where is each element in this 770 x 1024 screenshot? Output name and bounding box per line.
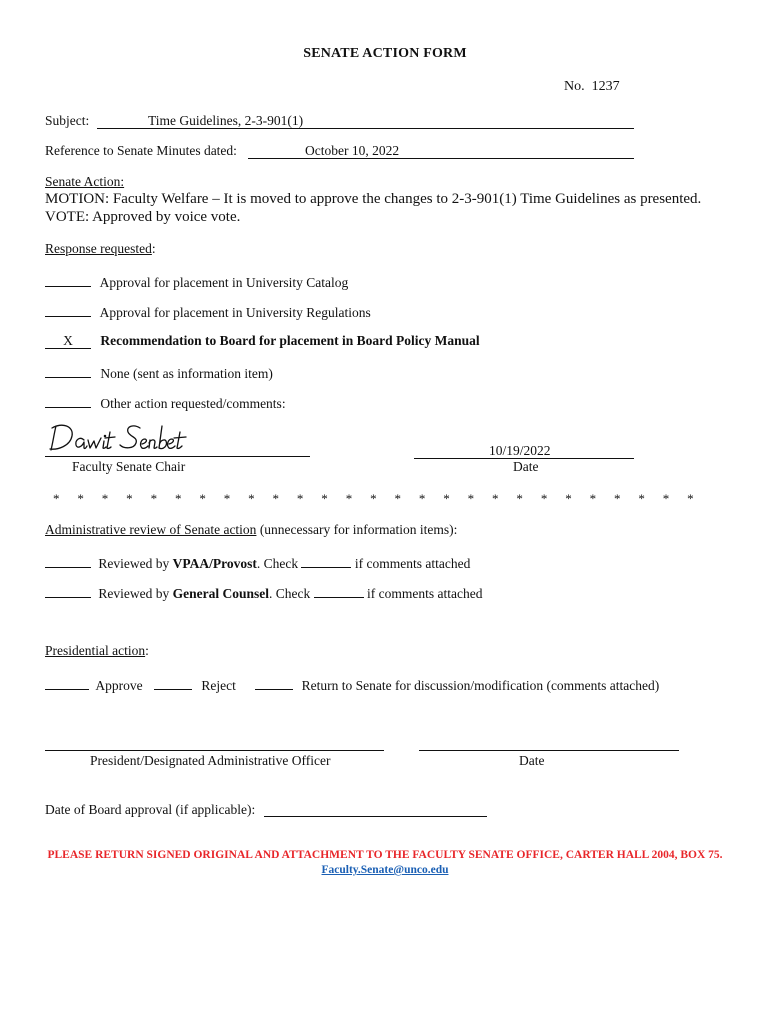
response-option — [45, 363, 273, 382]
signer-label: Faculty Senate Chair — [72, 459, 186, 474]
subject-label: Subject: — [45, 113, 90, 128]
presidential-options — [45, 675, 659, 694]
comments-checkbox[interactable] — [301, 553, 351, 568]
presidential-heading: Presidential action — [45, 643, 146, 658]
option-label: None (sent as information item) — [100, 366, 273, 381]
review-checkbox[interactable] — [45, 583, 91, 598]
option-checkbox[interactable] — [45, 272, 91, 287]
option-label: Other action requested/comments: — [100, 396, 286, 411]
response-heading-suffix: : — [151, 241, 156, 256]
review-after: if comments attached — [366, 586, 483, 601]
senate-email-link[interactable]: Faculty.Senate@unco.edu — [321, 864, 449, 876]
reference-field — [248, 143, 634, 159]
option-checkbox[interactable] — [45, 363, 91, 378]
option-checkbox[interactable] — [45, 302, 91, 317]
subject-row — [45, 113, 89, 129]
review-role: VPAA/Provost — [172, 556, 257, 571]
approve-label: Approve — [95, 678, 143, 693]
option-label: Recommendation to Board for placement in Board Policy Manual — [100, 333, 480, 348]
handwritten-signature — [48, 420, 198, 458]
presidential-heading-suffix: : — [145, 643, 149, 658]
senate-action-heading: Senate Action: — [45, 174, 125, 189]
form-number-value: 1237 — [591, 79, 620, 94]
form-number — [564, 79, 620, 95]
option-checkbox[interactable]: X — [45, 334, 91, 349]
vote-text: VOTE: Approved by voice vote. — [45, 209, 241, 225]
reject-checkbox[interactable] — [154, 675, 192, 690]
signature-date-value: 10/19/2022 — [489, 443, 551, 458]
signature-date-field — [414, 443, 634, 459]
response-option — [45, 393, 286, 412]
return-notice: PLEASE RETURN SIGNED ORIGINAL AND ATTACHMENT TO THE FACULTY SENATE OFFICE, CARTER HALL 2004, BOX 75. — [47, 849, 723, 861]
comments-checkbox[interactable] — [314, 583, 364, 598]
option-label: Approval for placement in University Regulations — [99, 305, 371, 320]
return-label: Return to Senate for discussion/modification (comments attached) — [301, 678, 660, 693]
signature-line — [45, 456, 310, 457]
review-checkbox[interactable] — [45, 553, 91, 568]
response-heading-row — [45, 241, 156, 257]
officer-date-line — [419, 750, 679, 751]
return-checkbox[interactable] — [255, 675, 293, 690]
option-checkbox[interactable] — [45, 393, 91, 408]
admin-review-heading: Administrative review of Senate action — [45, 522, 257, 537]
star-separator: * * * * * * * * * * * * * * * * * * * * * * * * * * * — [53, 491, 694, 506]
review-prefix: Reviewed by — [98, 586, 173, 601]
officer-date-label: Date — [519, 753, 545, 768]
review-prefix: Reviewed by — [98, 556, 173, 571]
admin-review-row — [45, 553, 470, 572]
form-number-label: No. — [564, 79, 585, 94]
form-title: SENATE ACTION FORM — [303, 46, 467, 61]
admin-review-row — [45, 583, 482, 602]
approve-checkbox[interactable] — [45, 675, 89, 690]
signature-date-label: Date — [513, 459, 539, 474]
response-heading: Response requested — [45, 241, 152, 256]
officer-label: President/Designated Administrative Officer — [90, 753, 331, 768]
reference-value: October 10, 2022 — [305, 143, 400, 158]
reference-label: Reference to Senate Minutes dated: — [45, 143, 237, 158]
response-option — [45, 333, 480, 349]
admin-review-note: (unnecessary for information items): — [256, 522, 458, 537]
response-option — [45, 272, 348, 291]
review-after: if comments attached — [354, 556, 471, 571]
review-role: General Counsel — [172, 586, 269, 601]
admin-review-heading-row — [45, 522, 457, 538]
motion-text: MOTION: Faculty Welfare – It is moved to approve the changes to 2-3-901(1) Time Guidelines as presented. — [45, 191, 702, 207]
subject-value: Time Guidelines, 2-3-901(1) — [148, 113, 304, 128]
officer-signature-line — [45, 750, 384, 751]
option-label: Approval for placement in University Catalog — [99, 275, 349, 290]
review-suffix: . Check — [256, 556, 299, 571]
presidential-heading-row — [45, 643, 149, 659]
response-option — [45, 302, 371, 321]
review-suffix: . Check — [268, 586, 311, 601]
subject-field — [97, 113, 634, 129]
reject-label: Reject — [201, 678, 236, 693]
board-approval-label: Date of Board approval (if applicable): — [45, 802, 256, 817]
board-approval-field[interactable] — [264, 816, 487, 817]
